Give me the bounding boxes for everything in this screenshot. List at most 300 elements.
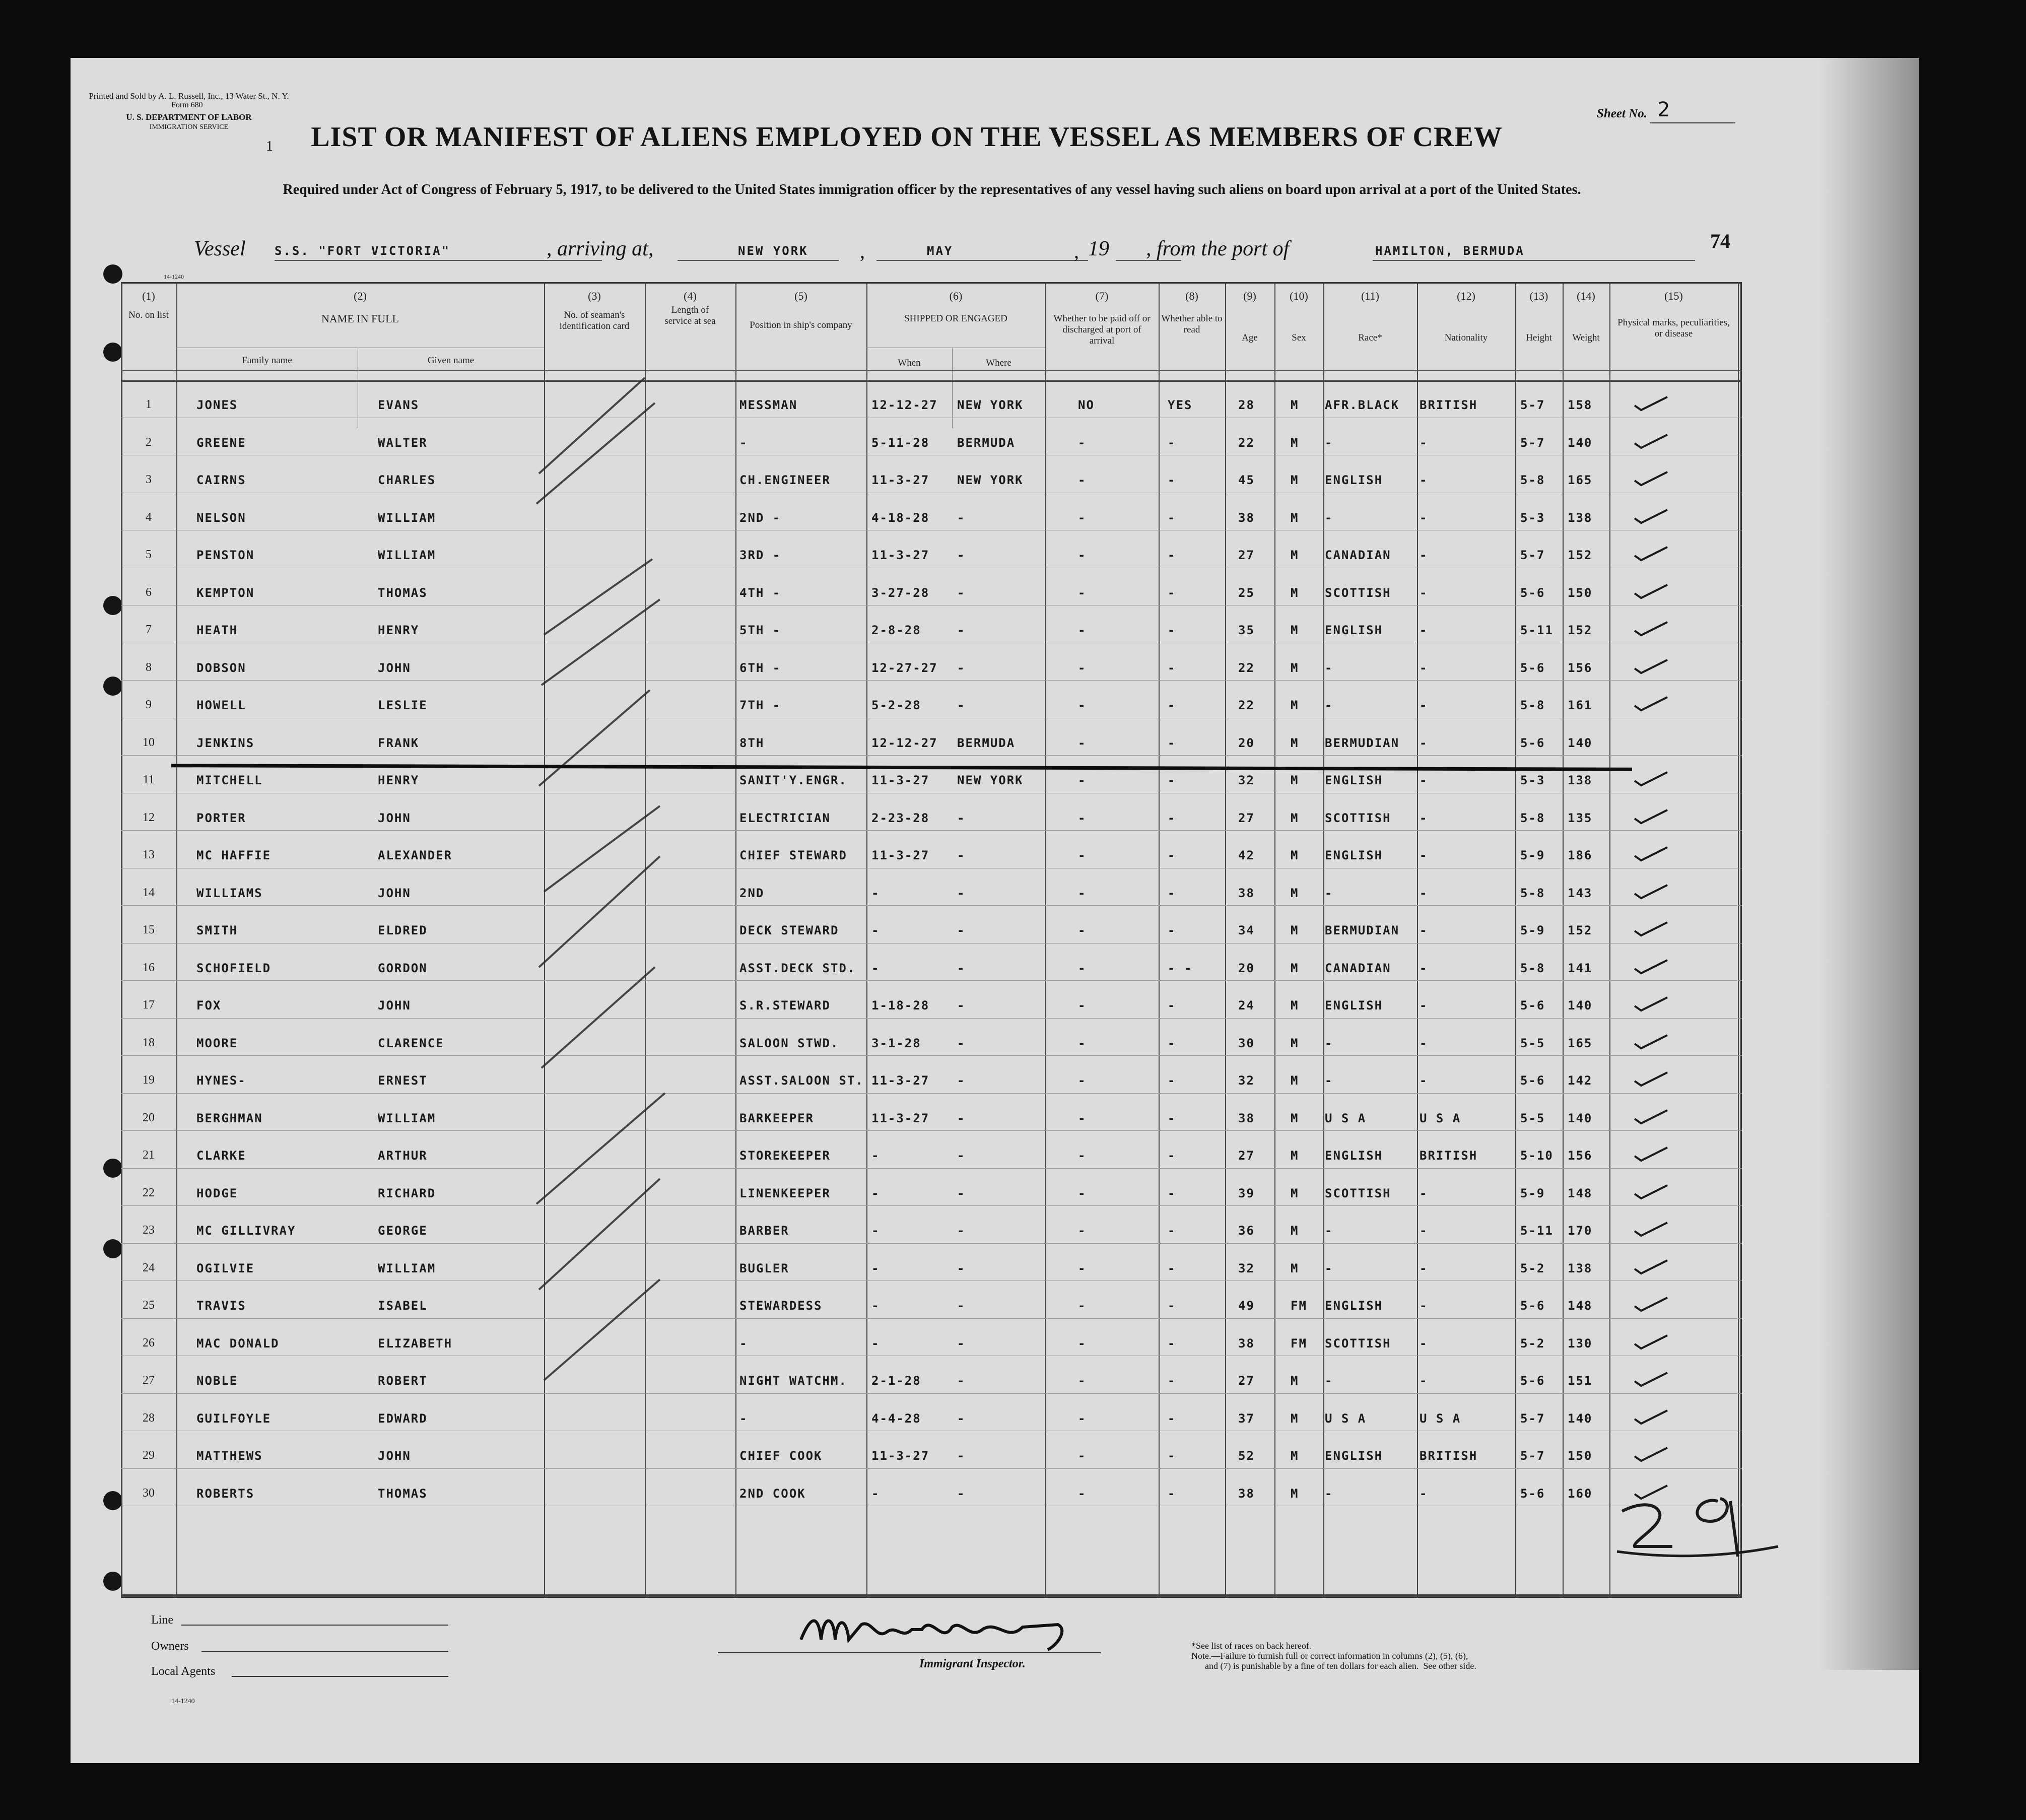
cell-family: CAIRNS [196,473,246,487]
cell-when: 2-23-28 [871,811,930,825]
punch-hole [103,1491,122,1510]
cell-age: 38 [1238,1336,1255,1351]
col4-number: (4) [684,290,697,302]
cell-race: CANADIAN [1325,961,1391,975]
cell-read: - [1168,848,1176,862]
cell-given: CLARENCE [378,1036,444,1050]
cell-sex: M [1291,473,1299,487]
col11-header: Race* [1358,332,1382,343]
cell-height: 5-8 [1520,473,1545,487]
cell-age: 22 [1238,660,1255,675]
cell-sex: M [1291,811,1299,825]
cell-height: 5-5 [1520,1036,1545,1050]
cell-read: - [1168,698,1176,712]
row-rule [121,1393,1742,1394]
cell-given: FRANK [378,735,420,750]
cell-age: 30 [1238,1036,1255,1050]
check-mark [1632,843,1677,863]
cell-paid: - [1078,1299,1087,1313]
header-divider [121,370,1742,371]
cell-paid: - [1078,773,1087,787]
cell-height: 5-11 [1520,623,1554,637]
cell-given: HENRY [378,623,420,637]
col1-header: No. on list [128,310,169,320]
col4-header: Length of service at sea [664,305,716,326]
col3-number: (3) [588,290,601,302]
cell-paid: - [1078,998,1087,1013]
cell-nationality: - [1420,998,1428,1013]
footer-owners-label: Owners [151,1640,189,1653]
col-divider [1563,282,1564,1598]
cell-no: 23 [143,1224,155,1237]
check-mark [1632,1143,1677,1164]
check-mark [1632,506,1677,526]
cell-where: - [957,961,966,975]
cell-family: HOWELL [196,698,246,712]
cell-read: - - [1168,961,1193,975]
col2-number: (2) [354,290,367,302]
cell-sex: M [1291,1073,1299,1088]
cell-height: 5-2 [1520,1336,1545,1351]
cell-when: - [871,923,880,937]
col-divider [176,282,177,1598]
cell-age: 42 [1238,848,1255,862]
col-divider [1609,282,1610,1598]
cell-when: 12-12-27 [871,735,938,750]
cell-paid: - [1078,735,1087,750]
col2-family-header: Family name [242,355,292,366]
sheet-number: 2 [1657,98,1670,121]
col-divider [1323,282,1324,1598]
cell-paid: - [1078,473,1087,487]
col1-number: (1) [142,290,155,302]
check-mark [1632,1256,1677,1276]
cell-paid: - [1078,1336,1087,1351]
cell-nationality: - [1420,1374,1428,1388]
header-bottom [121,380,1742,382]
cell-weight: 141 [1568,961,1593,975]
cell-no: 25 [143,1299,155,1312]
cell-where: NEW YORK [957,473,1024,487]
cell-weight: 152 [1568,623,1593,637]
cell-where: - [957,623,966,637]
cell-age: 27 [1238,1149,1255,1163]
cell-weight: 138 [1568,1261,1593,1275]
cell-position: 2ND [739,886,765,900]
cell-weight: 142 [1568,1073,1593,1088]
row-rule [121,1280,1742,1281]
cell-family: MC GILLIVRAY [196,1224,296,1238]
cell-where: - [957,998,966,1013]
inspector-signature-line [718,1652,1101,1653]
cell-paid: - [1078,811,1087,825]
cell-when: 11-3-27 [871,1449,930,1463]
cell-no: 9 [146,698,152,711]
footer-code: 14-1240 [171,1698,195,1705]
cell-given: EDWARD [378,1411,428,1426]
row-rule [121,1130,1742,1131]
cell-nationality: - [1420,1299,1428,1313]
cell-no: 16 [143,961,155,974]
check-mark [1632,1181,1677,1201]
cell-family: DOBSON [196,660,246,675]
cell-family: GUILFOYLE [196,1411,272,1426]
cell-height: 5-11 [1520,1224,1554,1238]
cell-weight: 152 [1568,548,1593,562]
cell-no: 13 [143,848,155,861]
check-mark [1632,693,1677,713]
cell-sex: M [1291,1411,1299,1426]
comma: , [1074,240,1079,262]
cell-family: MITCHELL [196,773,263,787]
cell-age: 38 [1238,886,1255,900]
page-shadow [1818,58,1919,1670]
page-number: 74 [1710,230,1730,252]
month-fill-line [876,260,1088,261]
cell-family: HEATH [196,623,238,637]
cell-no: 5 [146,548,152,561]
check-mark [1632,543,1677,563]
cell-no: 14 [143,886,155,899]
cell-family: KEMPTON [196,585,255,600]
cell-race: U S A [1325,1411,1367,1426]
cell-sex: M [1291,698,1299,712]
cell-paid: - [1078,510,1087,525]
cell-given: ROBERT [378,1374,428,1388]
cell-when: - [871,1336,880,1351]
check-mark [1632,393,1677,413]
from-label: , from the port of [1146,237,1290,260]
col-divider [1738,282,1739,1598]
cell-race: SCOTTISH [1325,811,1391,825]
cell-no: 27 [143,1374,155,1387]
cell-weight: 140 [1568,1111,1593,1125]
cell-race: - [1325,660,1333,675]
check-mark [1632,1369,1677,1389]
cell-no: 30 [143,1486,155,1500]
cell-age: 20 [1238,735,1255,750]
cell-given: JOHN [378,660,411,675]
cell-read: - [1168,998,1176,1013]
punch-hole [103,596,122,615]
cell-given: RICHARD [378,1186,436,1200]
punch-hole [103,264,122,284]
check-mark [1632,1106,1677,1126]
cell-given: HENRY [378,773,420,787]
cell-when: - [871,1261,880,1275]
cell-height: 5-6 [1520,735,1545,750]
footer-agents-label: Local Agents [151,1665,216,1678]
cell-read: - [1168,1149,1176,1163]
row-rule [121,1093,1742,1094]
cell-no: 26 [143,1336,155,1350]
col7-number: (7) [1095,290,1109,302]
manifest-table [121,282,1742,1598]
cell-weight: 156 [1568,660,1593,675]
cell-race: ENGLISH [1325,773,1383,787]
col10-header: Sex [1292,332,1306,343]
cell-age: 52 [1238,1449,1255,1463]
cell-no: 19 [143,1073,155,1087]
cell-nationality: - [1420,660,1428,675]
cell-height: 5-5 [1520,1111,1545,1125]
cell-when: 11-3-27 [871,548,930,562]
cell-race: - [1325,1374,1333,1388]
cell-weight: 140 [1568,735,1593,750]
cell-race: - [1325,1073,1333,1088]
cell-age: 27 [1238,811,1255,825]
cell-nationality: - [1420,1036,1428,1050]
cell-sex: FM [1291,1336,1307,1351]
cell-where: - [957,510,966,525]
cell-nationality: - [1420,848,1428,862]
cell-position: ASST.DECK STD. [739,961,856,975]
col6-where-header: Where [986,358,1011,368]
row-rule [121,755,1742,756]
cell-sex: M [1291,998,1299,1013]
cell-nationality: - [1420,923,1428,937]
service: IMMIGRATION SERVICE [149,123,229,131]
cell-no: 24 [143,1261,155,1274]
cell-sex: M [1291,1111,1299,1125]
cell-sex: M [1291,623,1299,637]
cell-position: MESSMAN [739,398,798,412]
check-mark [1632,1331,1677,1352]
cell-nationality: - [1420,510,1428,525]
cell-read: - [1168,923,1176,937]
cell-height: 5-6 [1520,1299,1545,1313]
cell-position: 3RD - [739,548,781,562]
cell-height: 5-9 [1520,848,1545,862]
check-mark [1632,431,1677,451]
col12-header: Nationality [1444,332,1488,343]
cell-height: 5-8 [1520,961,1545,975]
cell-paid: - [1078,1036,1087,1050]
cell-sex: M [1291,398,1299,412]
cell-where: - [957,1261,966,1275]
cell-given: THOMAS [378,585,428,600]
cell-race: - [1325,435,1333,450]
printer-credit: Printed and Sold by A. L. Russell, Inc., 13 Water St., N. Y. [89,91,289,101]
cell-sex: M [1291,1036,1299,1050]
small-code: 14-1240 [164,273,184,280]
cell-position: 8TH [739,735,765,750]
cell-sex: M [1291,1224,1299,1238]
cell-height: 5-6 [1520,1486,1545,1501]
cell-position: S.R.STEWARD [739,998,831,1013]
cell-family: JENKINS [196,735,255,750]
department: U. S. DEPARTMENT OF LABOR [126,112,252,122]
check-mark [1632,806,1677,826]
arriving-port: NEW YORK [738,244,808,258]
cell-where: - [957,1411,966,1426]
cell-when: 11-3-27 [871,1111,930,1125]
cell-weight: 138 [1568,510,1593,525]
row-rule [121,1055,1742,1056]
cell-nationality: BRITISH [1420,1449,1478,1463]
cell-read: - [1168,1411,1176,1426]
cell-position: BUGLER [739,1261,789,1275]
cell-weight: 161 [1568,698,1593,712]
row-rule [121,1468,1742,1469]
cell-where: - [957,1224,966,1238]
cell-nationality: - [1420,473,1428,487]
cell-height: 5-9 [1520,923,1545,937]
vessel-name: S.S. "FORT VICTORIA" [275,244,450,258]
cell-given: CHARLES [378,473,436,487]
col7-header: Whether to be paid off or discharged at port of arrival [1053,313,1151,346]
cell-race: CANADIAN [1325,548,1391,562]
cell-family: GREENE [196,435,246,450]
cell-where: - [957,923,966,937]
cell-age: 36 [1238,1224,1255,1238]
cell-position: CHIEF STEWARD [739,848,847,862]
cell-paid: - [1078,435,1087,450]
cell-race: - [1325,698,1333,712]
cell-nationality: - [1420,1186,1428,1200]
col-divider [1159,282,1160,1598]
cell-when: 3-1-28 [871,1036,921,1050]
cell-no: 10 [143,735,155,749]
cell-sex: M [1291,1261,1299,1275]
cell-height: 5-7 [1520,548,1545,562]
inspector-signature [796,1604,1118,1655]
document-title: LIST OR MANIFEST OF ALIENS EMPLOYED ON THE VESSEL AS MEMBERS OF CREW [311,121,1503,153]
cell-nationality: - [1420,773,1428,787]
arrival-month: MAY [927,244,954,258]
cell-where: - [957,1449,966,1463]
cell-weight: 148 [1568,1186,1593,1200]
col14-header: Weight [1572,332,1600,343]
cell-where: - [957,585,966,600]
cell-weight: 135 [1568,811,1593,825]
cell-weight: 130 [1568,1336,1593,1351]
cell-position: ELECTRICIAN [739,811,831,825]
col2-header: NAME IN FULL [321,312,399,325]
cell-sex: FM [1291,1299,1307,1313]
cell-age: 25 [1238,585,1255,600]
cell-read: - [1168,1299,1176,1313]
cell-sex: M [1291,923,1299,937]
cell-age: 27 [1238,1374,1255,1388]
row-rule [121,980,1742,981]
cell-height: 5-8 [1520,811,1545,825]
cell-no: 18 [143,1036,155,1049]
punch-hole [103,1572,122,1591]
cell-no: 17 [143,998,155,1012]
punch-hole [103,677,122,696]
col-divider [1225,282,1226,1598]
cell-height: 5-9 [1520,1186,1545,1200]
cell-read: - [1168,435,1176,450]
cell-position: 2ND - [739,510,781,525]
cell-position: BARBER [739,1224,789,1238]
col12-number: (12) [1457,290,1475,302]
cell-weight: 148 [1568,1299,1593,1313]
check-mark [1632,468,1677,488]
col-divider [1417,282,1418,1598]
cell-given: JOHN [378,1449,411,1463]
cell-paid: - [1078,660,1087,675]
cell-weight: 140 [1568,1411,1593,1426]
col8-number: (8) [1185,290,1198,302]
cell-height: 5-7 [1520,435,1545,450]
col9-header: Age [1242,332,1258,343]
cell-read: - [1168,473,1176,487]
cell-given: EVANS [378,398,420,412]
cell-family: OGILVIE [196,1261,255,1275]
cell-given: THOMAS [378,1486,428,1501]
cell-where: - [957,1149,966,1163]
cell-height: 5-6 [1520,1073,1545,1088]
cell-race: - [1325,1261,1333,1275]
cell-sex: M [1291,848,1299,862]
cell-read: - [1168,1073,1176,1088]
cell-weight: 150 [1568,585,1593,600]
cell-position: - [739,1336,748,1351]
row-rule [121,830,1742,831]
cell-age: 28 [1238,398,1255,412]
cell-family: PENSTON [196,548,255,562]
cell-race: - [1325,1224,1333,1238]
row-rule [121,1168,1742,1169]
col2-given-header: Given name [427,355,475,366]
cell-family: NELSON [196,510,246,525]
cell-race: BERMUDIAN [1325,735,1400,750]
cell-height: 5-6 [1520,1374,1545,1388]
cell-when: 11-3-27 [871,773,930,787]
cell-read: - [1168,811,1176,825]
cell-read: - [1168,735,1176,750]
check-mark [1632,1068,1677,1089]
cell-position: NIGHT WATCHM. [739,1374,847,1388]
cell-when: 4-4-28 [871,1411,921,1426]
cell-weight: 140 [1568,435,1593,450]
cell-family: HYNES- [196,1073,246,1088]
cell-position: SANIT'Y.ENGR. [739,773,847,787]
col6-number: (6) [949,290,963,302]
cell-no: 1 [146,398,152,411]
row-rule [121,680,1742,681]
footer-line-label: Line [151,1613,173,1627]
cell-height: 5-8 [1520,698,1545,712]
cell-nationality: U S A [1420,1411,1461,1426]
cell-race: - [1325,1036,1333,1050]
cell-race: - [1325,1486,1333,1501]
row-rule [121,1243,1742,1244]
cell-no: 2 [146,435,152,449]
cell-read: - [1168,1486,1176,1501]
cell-family: WILLIAMS [196,886,263,900]
cell-age: 45 [1238,473,1255,487]
cell-where: - [957,1186,966,1200]
row-rule [121,905,1742,906]
col6-header: SHIPPED OR ENGAGED [904,313,1007,324]
cell-position: 2ND COOK [739,1486,806,1501]
cell-where: - [957,1299,966,1313]
cell-family: CLARKE [196,1149,246,1163]
cell-weight: 152 [1568,923,1593,937]
cell-age: 35 [1238,623,1255,637]
col15-number: (15) [1664,290,1683,302]
cell-paid: - [1078,698,1087,712]
col14-number: (14) [1577,290,1595,302]
cell-weight: 140 [1568,998,1593,1013]
cell-when: 5-2-28 [871,698,921,712]
cell-no: 20 [143,1111,155,1124]
check-mark [1632,918,1677,938]
cell-paid: - [1078,1486,1087,1501]
